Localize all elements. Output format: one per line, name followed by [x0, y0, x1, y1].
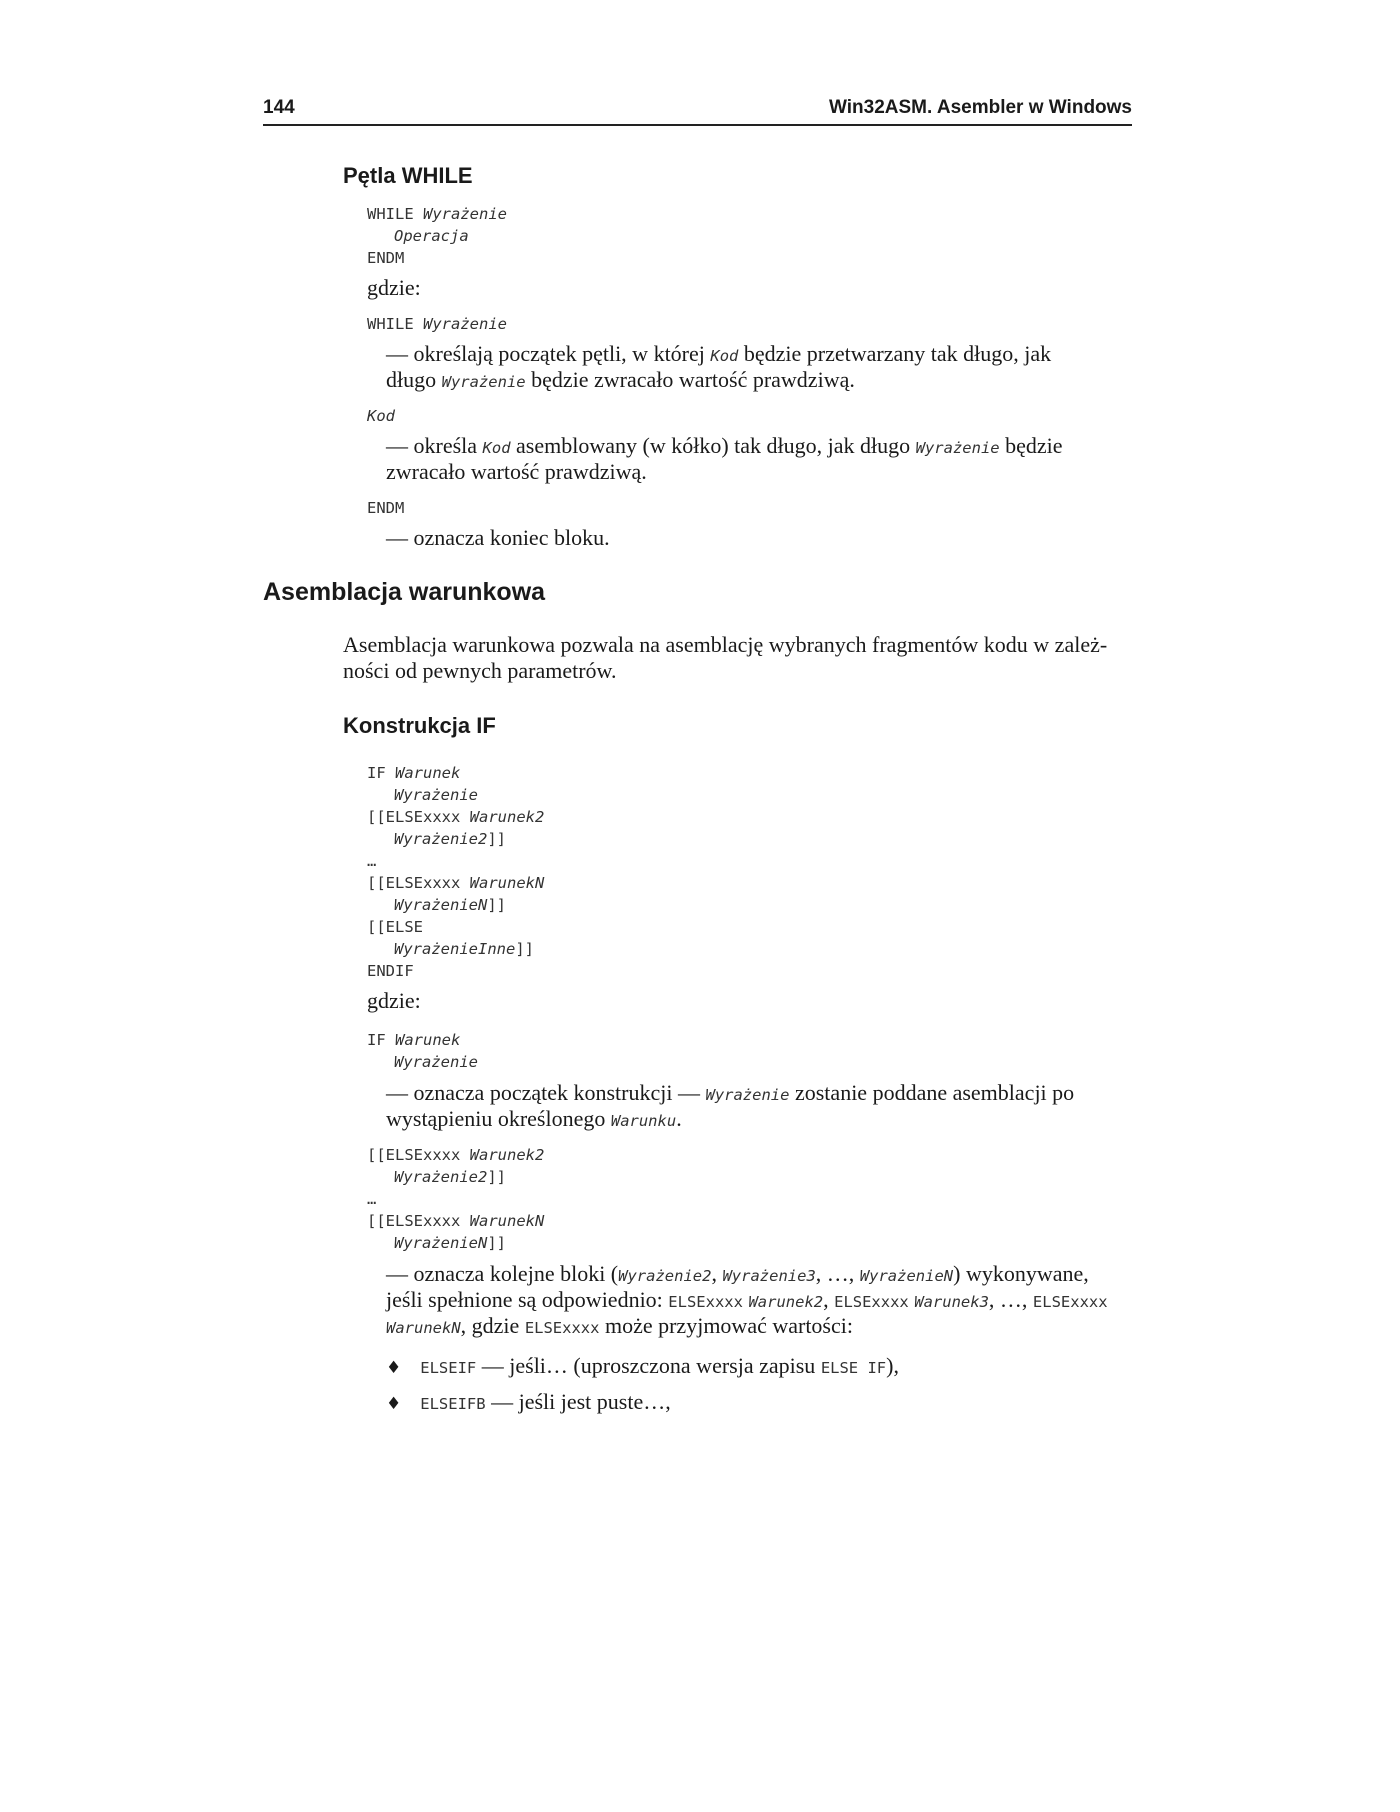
definition-text: WarunekN, gdzie ELSExxxx może przyjmować wartości:: [386, 1313, 853, 1338]
code-line: Wyrażenie: [394, 786, 478, 804]
page-number: 144: [263, 97, 295, 118]
definition-term: IF Warunek: [367, 1031, 461, 1049]
definition-term: WHILE Wyrażenie: [367, 315, 508, 333]
definition-text: — określa Kod asemblowany (w kółko) tak długo, jak długo Wyrażenie będzie: [386, 433, 1063, 458]
section-heading-while: Pętla WHILE: [343, 163, 473, 188]
definition-text: jeśli spełnione są odpowiednio: ELSExxxx Warunek2, ELSExxxx Warunek3, …, ELSExxxx: [386, 1287, 1108, 1312]
section-heading-if: Konstrukcja IF: [343, 713, 496, 738]
code-line: [[ELSExxxx Warunek2: [367, 808, 545, 826]
code-line: WyrażenieN]]: [394, 896, 506, 914]
definition-term: Wyrażenie: [394, 1053, 478, 1071]
diamond-bullet-icon: ♦: [386, 1394, 402, 1414]
definition-text: wystąpieniu określonego Warunku.: [386, 1106, 682, 1131]
paragraph-line: ności od pewnych parametrów.: [343, 658, 617, 683]
code-line: [[ELSExxxx WarunekN: [367, 874, 545, 892]
code-line: WHILE Wyrażenie: [367, 205, 508, 223]
header-rule: [263, 124, 1132, 126]
definition-term: [[ELSExxxx Warunek2: [367, 1146, 545, 1164]
running-title: Win32ASM. Asembler w Windows: [829, 97, 1132, 118]
definition-term: [[ELSExxxx WarunekN: [367, 1212, 545, 1230]
code-line: ENDM: [367, 249, 405, 267]
code-line: Wyrażenie2]]: [394, 830, 506, 848]
definition-term: …: [367, 1190, 377, 1208]
definition-text: długo Wyrażenie będzie zwracało wartość prawdziwą.: [386, 367, 855, 392]
definition-text: — oznacza kolejne bloki (Wyrażenie2, Wyrażenie3, …, WyrażenieN) wykonywane,: [386, 1261, 1089, 1286]
code-line: WyrażenieInne]]: [394, 940, 534, 958]
section-heading-conditional: Asemblacja warunkowa: [263, 578, 546, 606]
diamond-bullet-icon: ♦: [386, 1358, 402, 1378]
code-line: ENDIF: [367, 962, 414, 980]
code-line: …: [367, 852, 377, 870]
definition-term: ENDM: [367, 499, 405, 517]
where-label: gdzie:: [367, 275, 421, 300]
definition-term: Kod: [367, 407, 395, 425]
list-item: ♦ ELSEIF — jeśli… (uproszczona wersja zapisu ELSE IF),: [386, 1353, 899, 1378]
paragraph-line: Asemblacja warunkowa pozwala na asemblację wybranych fragmentów kodu w zależ-: [343, 632, 1108, 657]
definition-text: zwracało wartość prawdziwą.: [386, 459, 647, 484]
definition-term: WyrażenieN]]: [394, 1234, 506, 1252]
code-line: Operacja: [394, 227, 469, 245]
definition-text: — oznacza koniec bloku.: [386, 525, 610, 550]
definition-term: Wyrażenie2]]: [394, 1168, 506, 1186]
definition-text: — oznacza początek konstrukcji — Wyrażenie zostanie poddane asemblacji po: [386, 1080, 1075, 1105]
where-label: gdzie:: [367, 988, 421, 1013]
definition-text: — określają początek pętli, w której Kod będzie przetwarzany tak długo, jak: [386, 341, 1052, 366]
code-line: IF Warunek: [367, 764, 461, 782]
code-line: [[ELSE: [367, 918, 423, 936]
list-item: ♦ ELSEIFB — jeśli jest puste…,: [386, 1389, 671, 1414]
